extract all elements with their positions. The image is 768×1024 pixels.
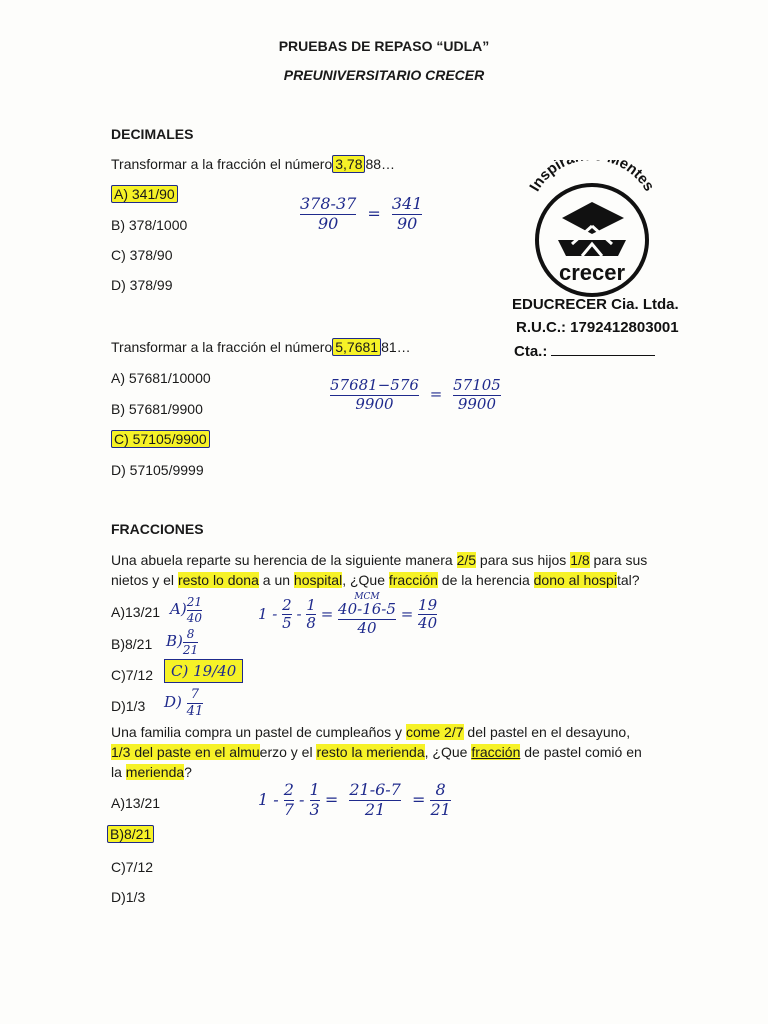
q3-option-c: C)7/12: [111, 667, 154, 683]
q4-option-b: B)8/21: [107, 826, 154, 842]
q3-hw-option-b: B) $\frac{8}{21}$: [166, 627, 199, 657]
boxed-number: 5,7681: [332, 338, 381, 356]
q2-option-d: D) 57105/9999: [111, 462, 204, 478]
q3-option-b: B)8/21: [111, 636, 153, 652]
q3-option-d: D)1/3: [111, 698, 146, 714]
stamp-arc-text: Inspir entes: [526, 160, 658, 195]
q3-hw-option-a: A) $\frac{21}{40}$: [170, 595, 202, 625]
q3-hw-option-c: C) 19/40: [164, 659, 243, 683]
question-4-text: Una familia compra un pastel de cumpleaños y come 2/7 del pastel en el desayuno, 1/3 del paste en el almuerzo y el resto la merienda, ¿Que fracción de pastel comió en la merienda?: [111, 724, 642, 780]
q2-option-a: A) 57681/10000: [111, 370, 211, 386]
q1-option-d: D) 378/99: [111, 277, 173, 293]
q1-option-c: C) 378/90: [111, 247, 173, 263]
section-heading-decimales: DECIMALES: [111, 126, 194, 142]
q4-option-d: D)1/3: [111, 889, 146, 905]
stamp-cta: Cta.:: [514, 343, 655, 360]
q1-option-a: A) 341/90: [111, 186, 178, 202]
stamp-brand: crecer: [558, 260, 626, 285]
cap-icon: [558, 202, 626, 256]
stamp-ruc: R.U.C.: 1792412803001: [516, 319, 679, 336]
q4-option-c: C)7/12: [111, 859, 154, 875]
boxed-number: 3,78: [332, 155, 365, 173]
q1-option-b: B) 378/1000: [111, 217, 188, 233]
question-3-text: Una abuela reparte su herencia de la siguiente manera 2/5 para sus hijos 1/8 para sus nietos y el resto lo dona a un hospital, ¿Que fracción de la herencia dono al hospital?: [111, 552, 648, 588]
stamp-company: EDUCRECER Cia. Ltda.: [512, 296, 679, 313]
q2-handwritten-work: $\frac{57681-576}{9900}$ = $\frac{57105}{9900}$: [330, 376, 501, 413]
q1-handwritten-work: $\frac{378-37}{90}$ = $\frac{341}{90}$: [300, 194, 423, 233]
question-2-prompt: Transformar a la fracción el número 5,7681 81…: [111, 339, 411, 355]
q3-handwritten-work: 1 - $\frac{2}{5}$ - $\frac{1}{8}$ = MCM 40-16-5 40 = $\frac{19}{40}$: [258, 592, 438, 638]
document-subtitle: PREUNIVERSITARIO CRECER: [283, 67, 485, 83]
question-1-prompt: Transformar a la fracción el número 3,78 88…: [111, 156, 396, 172]
q4-option-a: A)13/21: [111, 795, 161, 811]
q2-option-c: C) 57105/9900: [111, 431, 210, 447]
company-stamp-logo: [512, 160, 672, 300]
svg-text:Inspirando Mentes: [526, 160, 657, 194]
q2-option-b: B) 57681/9900: [111, 401, 203, 417]
q3-option-a: A)13/21: [111, 604, 161, 620]
document-title: PRUEBAS DE REPASO “UDLA”: [278, 38, 490, 54]
q4-handwritten-work: 1 - $\frac{2}{7}$ - $\frac{1}{3}$ = $\frac{21-6-7}{21}$ = $\frac{8}{21}$: [258, 780, 451, 819]
section-heading-fracciones: FRACCIONES: [111, 521, 204, 537]
q3-hw-option-d: D) $\frac{7}{41}$: [164, 687, 204, 719]
